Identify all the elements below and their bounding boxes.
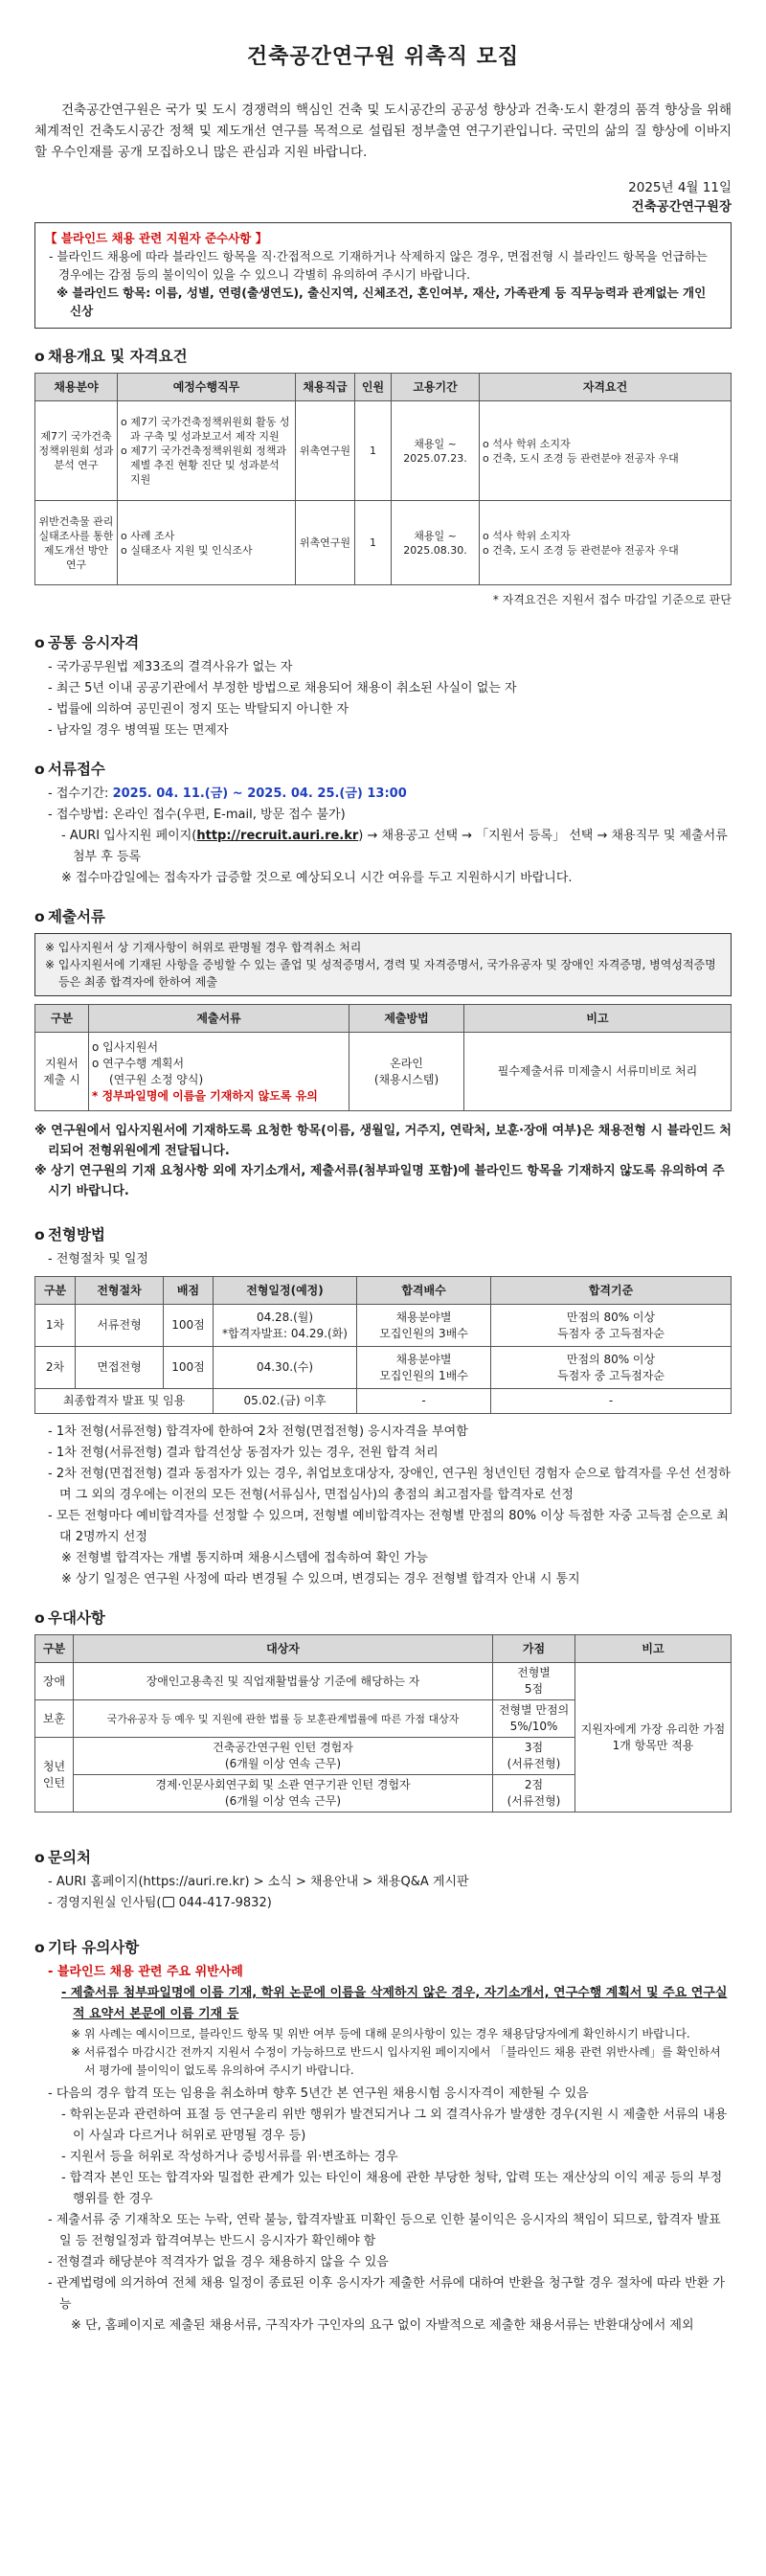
selection-rules-list	[34, 1422, 732, 1590]
announcement-date: 2025년 4월 11일	[628, 180, 732, 195]
table-row: 장애 장애인고용촉진 및 직업재활법률상 기준에 해당하는 자 전형별 5점 지원자에게 가장 유리한 가점 1개 항목만 적용	[35, 1663, 732, 1700]
selection-subtitle: - 전형절차 및 일정	[48, 1252, 148, 1266]
documents-table	[34, 1004, 732, 1111]
cancellation-rule: - 다음의 경우 합격 또는 임용을 취소하며 향후 5년간 본 연구원 채용시험 응시자격이 제한될 수 있음	[48, 2086, 589, 2101]
list-item: - 법률에 의하여 공민권이 정지 또는 박탈되지 아니한 자	[48, 702, 349, 717]
list-item: ※ 전형별 합격자는 개별 통지하며 채용시스템에 접속하여 확인 가능	[61, 1551, 429, 1565]
notice-blind-items: ※ 블라인드 항목: 이름, 성별, 연령(출생연도), 출신지역, 신체조건, 혼인여부, 재산, 가족관계 등 직무능력과 관계없는 개인 신상	[56, 285, 707, 318]
table-row: 2차 면접전형 100점 04.30.(수) 채용분야별 모집인원의 1배수 만점의 80% 이상 득점자 중 고득점자순	[35, 1347, 732, 1389]
application-period: - 접수기간: 2025. 04. 11.(금) ~ 2025. 04. 25.(금) 13:00	[48, 786, 407, 801]
documents-notice-box: ※ 입사지원서 상 기재사항이 허위로 판명될 경우 합격취소 처리 ※ 입사지원서에 기재된 사항을 증빙할 수 있는 졸업 및 성적증명서, 경력 및 자격증명서, 국가유공자 및 장애인 자격증명, 병역성적증명 등은 최종 합격자에 한하여 제출	[34, 933, 732, 996]
announcing-organization: 건축공간연구원장	[631, 199, 732, 215]
blind-violation-main: - 제출서류 첨부파일명에 이름 기재, 학위 논문에 이름을 삭제하지 않은 경우, 자기소개서, 연구수행 계획서 및 주요 연구실적 요약서 본문에 이름 기재 등	[61, 1986, 728, 2021]
table-header-row: 구분 제출서류 제출방법 비고	[35, 1005, 732, 1033]
table-row: 최종합격자 발표 및 임용 05.02.(금) 이후 - -	[35, 1389, 732, 1414]
list-item: - 지원서 등을 허위로 작성하거나 증빙서류를 위·변조하는 경우	[61, 2150, 398, 2164]
notice-body: - 블라인드 채용에 따라 블라인드 항목을 직·간접적으로 기재하거나 삭제하지 않은 경우, 면접전형 시 블라인드 항목을 언급하는 경우에는 감점 등의 불이익이 있을 수 있으니 각별히 유의하여 주시기 바랍니다.	[49, 249, 708, 282]
preference-remark: 지원자에게 가장 유리한 가점 1개 항목만 적용	[575, 1663, 732, 1812]
list-item: - 제출서류 중 기재착오 또는 누락, 연락 불능, 합격자발표 미확인 등으로 인한 불이익은 응시자의 책임이 되므로, 합격자 발표일 등 전형일정과 합격여부는 반드시 응시자가 확인해야 함	[48, 2213, 721, 2248]
application-warning: ※ 접수마감일에는 접속자가 급증할 것으로 예상되오니 시간 여유를 두고 지원하시기 바랍니다.	[61, 871, 573, 885]
blind-caution-note: ※ 상기 연구원의 기재 요청사항 외에 자기소개서, 제출서류(첨부파일명 포함)에 블라인드 항목을 기재하지 않도록 유의하여 주시기 바랍니다.	[34, 1164, 725, 1198]
contact-list	[34, 1872, 732, 1914]
overview-table	[34, 373, 732, 585]
list-item: - 관계법령에 의거하여 전체 채용 일정이 종료된 이후 응시자가 제출한 서류에 대하여 반환을 청구할 경우 절차에 따라 반환 가능	[48, 2276, 725, 2312]
list-item: - 최근 5년 이내 공공기관에서 부정한 방법으로 채용되어 채용이 취소된 사실이 없는 자	[48, 681, 517, 695]
section-heading-preferences: o 우대사항	[34, 1609, 105, 1627]
list-item: ※ 서류접수 마감시간 전까지 지원서 수정이 가능하므로 반드시 입사지원 페이지에서 「블라인드 채용 관련 위반사례」를 확인하셔서 평가에 불이익이 없도록 유의하여 주시기 바랍니다.	[71, 2045, 721, 2077]
list-item: ※ 단, 홈페이지로 제출된 채용서류, 구직자가 구인자의 요구 없이 자발적으로 제출한 채용서류는 반환대상에서 제외	[71, 2318, 694, 2333]
blind-processing-note: ※ 연구원에서 입사지원서에 기재하도록 요청한 항목(이름, 생월일, 거주지, 연락처, 보훈·장애 여부)은 채용전형 시 블라인드 처리되어 전형위원에게 전달됩니다.	[34, 1124, 732, 1158]
list-item: - 학위논문과 관련하여 표절 등 연구윤리 위반 행위가 발견되거나 그 외 결격사유가 발생한 경우(지원 시 제출한 서류의 내용이 사실과 다르거나 허위로 판명될 경우 등)	[61, 2108, 728, 2143]
other-notes-list	[34, 1962, 732, 2337]
preferences-table	[34, 1634, 732, 1812]
eligibility-list	[34, 657, 732, 741]
list-item: - 2차 전형(면접전형) 결과 동점자가 있는 경우, 취업보호대상자, 장애인, 연구원 청년인턴 경험자 순으로 합격자를 우선 선정하며 그 외의 경우에는 이전의 모든 전형(서류심사, 면접심사)의 총점의 최고점자를 합격자로 선정	[48, 1467, 731, 1502]
page-title: 건축공간연구원 위촉직 모집	[246, 45, 520, 69]
contact-homepage[interactable]: - AURI 홈페이지(https://auri.re.kr) > 소식 > 채용안내 > 채용Q&A 게시판	[48, 1875, 469, 1889]
list-item: - 전형결과 해당분야 적격자가 없을 경우 채용하지 않을 수 있음	[48, 2255, 389, 2269]
table-row: 1차 서류전형 100점 04.28.(월) *합격자발표: 04.29.(화) 채용분야별 모집인원의 3배수 만점의 80% 이상 득점자 중 고득점자순	[35, 1305, 732, 1347]
list-item: - 합격자 본인 또는 합격자와 밀접한 관계가 있는 타인이 채용에 관한 부당한 청탁, 압력 또는 재산상의 이익 제공 등의 부정행위를 한 경우	[61, 2171, 723, 2206]
list-item: - 남자일 경우 병역필 또는 면제자	[48, 723, 229, 738]
selection-table	[34, 1276, 732, 1414]
list-item: ※ 위 사례는 예시이므로, 블라인드 항목 및 위반 여부 등에 대해 문의사항이 있는 경우 채용담당자에게 확인하시기 바랍니다.	[71, 2027, 690, 2040]
intro-paragraph: 건축공간연구원은 국가 및 도시 경쟁력의 핵심인 건축 및 도시공간의 공공성 향상과 건축·도시 환경의 품격 향상을 위해 체계적인 건축도시공간 정책 및 제도개선 연구를 목적으로 설립된 정부출연 연구기관입니다. 국민의 삶의 질 향상에 이바지할 우수인재를 공개 모집하오니 많은 관심과 지원 바랍니다.	[34, 103, 732, 160]
recruit-site-link[interactable]: http://recruit.auri.re.kr	[196, 829, 359, 843]
section-heading-application: o 서류접수	[34, 761, 105, 778]
application-steps: - AURI 입사지원 페이지(http://recruit.auri.re.kr) → 채용공고 선택 → 「지원서 등록」 선택 → 채용직무 및 제출서류 첨부 후 등록	[61, 829, 728, 864]
list-item: ※ 상기 일정은 연구원 사정에 따라 변경될 수 있으며, 변경되는 경우 전형별 합격자 안내 시 통지	[61, 1572, 580, 1586]
application-method: - 접수방법: 온라인 접수(우편, E-mail, 방문 접수 불가)	[48, 808, 346, 822]
section-heading-documents: o 제출서류	[34, 908, 105, 925]
table-header-row: 구분 대상자 가점 비고	[35, 1635, 732, 1663]
table-header-row: 채용분야 예정수행직무 채용직급 인원 고용기간 자격요건	[35, 374, 732, 401]
table-row: 보훈 국가유공자 등 예우 및 지원에 관한 법률 등 보훈관계법률에 따른 가점 대상자 전형별 만점의 5%/10%	[35, 1700, 732, 1738]
list-item: - 1차 전형(서류전형) 합격자에 한하여 2차 전형(면접전형) 응시자격을 부여함	[48, 1425, 468, 1439]
application-list	[34, 784, 732, 889]
list-item: - 국가공무원법 제33조의 결격사유가 없는 자	[48, 660, 293, 674]
phone-icon	[163, 1897, 174, 1907]
table-row: 경제·인문사회연구회 및 소관 연구기관 인턴 경험자 (6개월 이상 연속 근무) 2점 (서류전형)	[35, 1775, 732, 1812]
table-row: 위반건축물 관리 실태조사를 통한 제도개선 방안 연구 o 사례 조사 o 실태조사 지원 및 인식조사 위촉연구원 1 채용일 ~ 2025.08.30. o 석사 학위 소지자 o 건축, 도시 조경 등 관련분야 전공자 우대	[35, 501, 732, 585]
section-heading-other-notes: o 기타 유의사항	[34, 1939, 140, 1956]
list-item: - 모든 전형마다 예비합격자를 선정할 수 있으며, 전형별 예비합격자는 전형별 만점의 80% 이상 득점한 자중 고득점 순으로 최대 2명까지 선정	[48, 1509, 729, 1544]
section-heading-overview: o 채용개요 및 자격요건	[34, 348, 188, 365]
blind-recruitment-notice	[34, 222, 732, 329]
section-heading-eligibility: o 공통 응시자격	[34, 634, 140, 651]
list-item: - 1차 전형(서류전형) 결과 합격선상 동점자가 있는 경우, 전원 합격 처리	[48, 1446, 439, 1460]
section-heading-contact: o 문의처	[34, 1849, 91, 1866]
table-row: 지원서 제출 시 o 입사지원서 o 연구수행 계획서 (연구원 소정 양식) * 정부파일명에 이름을 기재하지 않도록 유의 온라인 (채용시스템) 필수제출서류 미제출시 서류미비로 처리	[35, 1033, 732, 1111]
section-heading-selection: o 전형방법	[34, 1226, 105, 1243]
blind-violation-title: - 블라인드 채용 관련 주요 위반사례	[48, 1965, 243, 1979]
table-row: 청년 인턴 건축공간연구원 인턴 경험자 (6개월 이상 연속 근무) 3점 (서류전형)	[35, 1738, 732, 1775]
contact-phone: - 경영지원실 인사팀( 044-417-9832)	[48, 1896, 272, 1910]
qualification-note: * 자격요건은 지원서 접수 마감일 기준으로 판단	[492, 593, 732, 606]
table-row: 제7기 국가건축정책위원회 성과분석 연구 o 제7기 국가건축정책위원회 활동 성과 구축 및 성과보고서 제작 지원 o 제7기 국가건축정책위원회 정책과제별 추진 현황 진단 및 성과분석 지원 위촉연구원 1 채용일 ~ 2025.07.23. o 석사 학위 소지자 o 건축, 도시 조경 등 관련분야 전공자 우대	[35, 401, 732, 501]
notice-heading: 【 블라인드 채용 관련 지원자 준수사항 】	[45, 231, 268, 245]
table-header-row: 구분 전형절차 배점 전형일정(예정) 합격배수 합격기준	[35, 1277, 732, 1305]
